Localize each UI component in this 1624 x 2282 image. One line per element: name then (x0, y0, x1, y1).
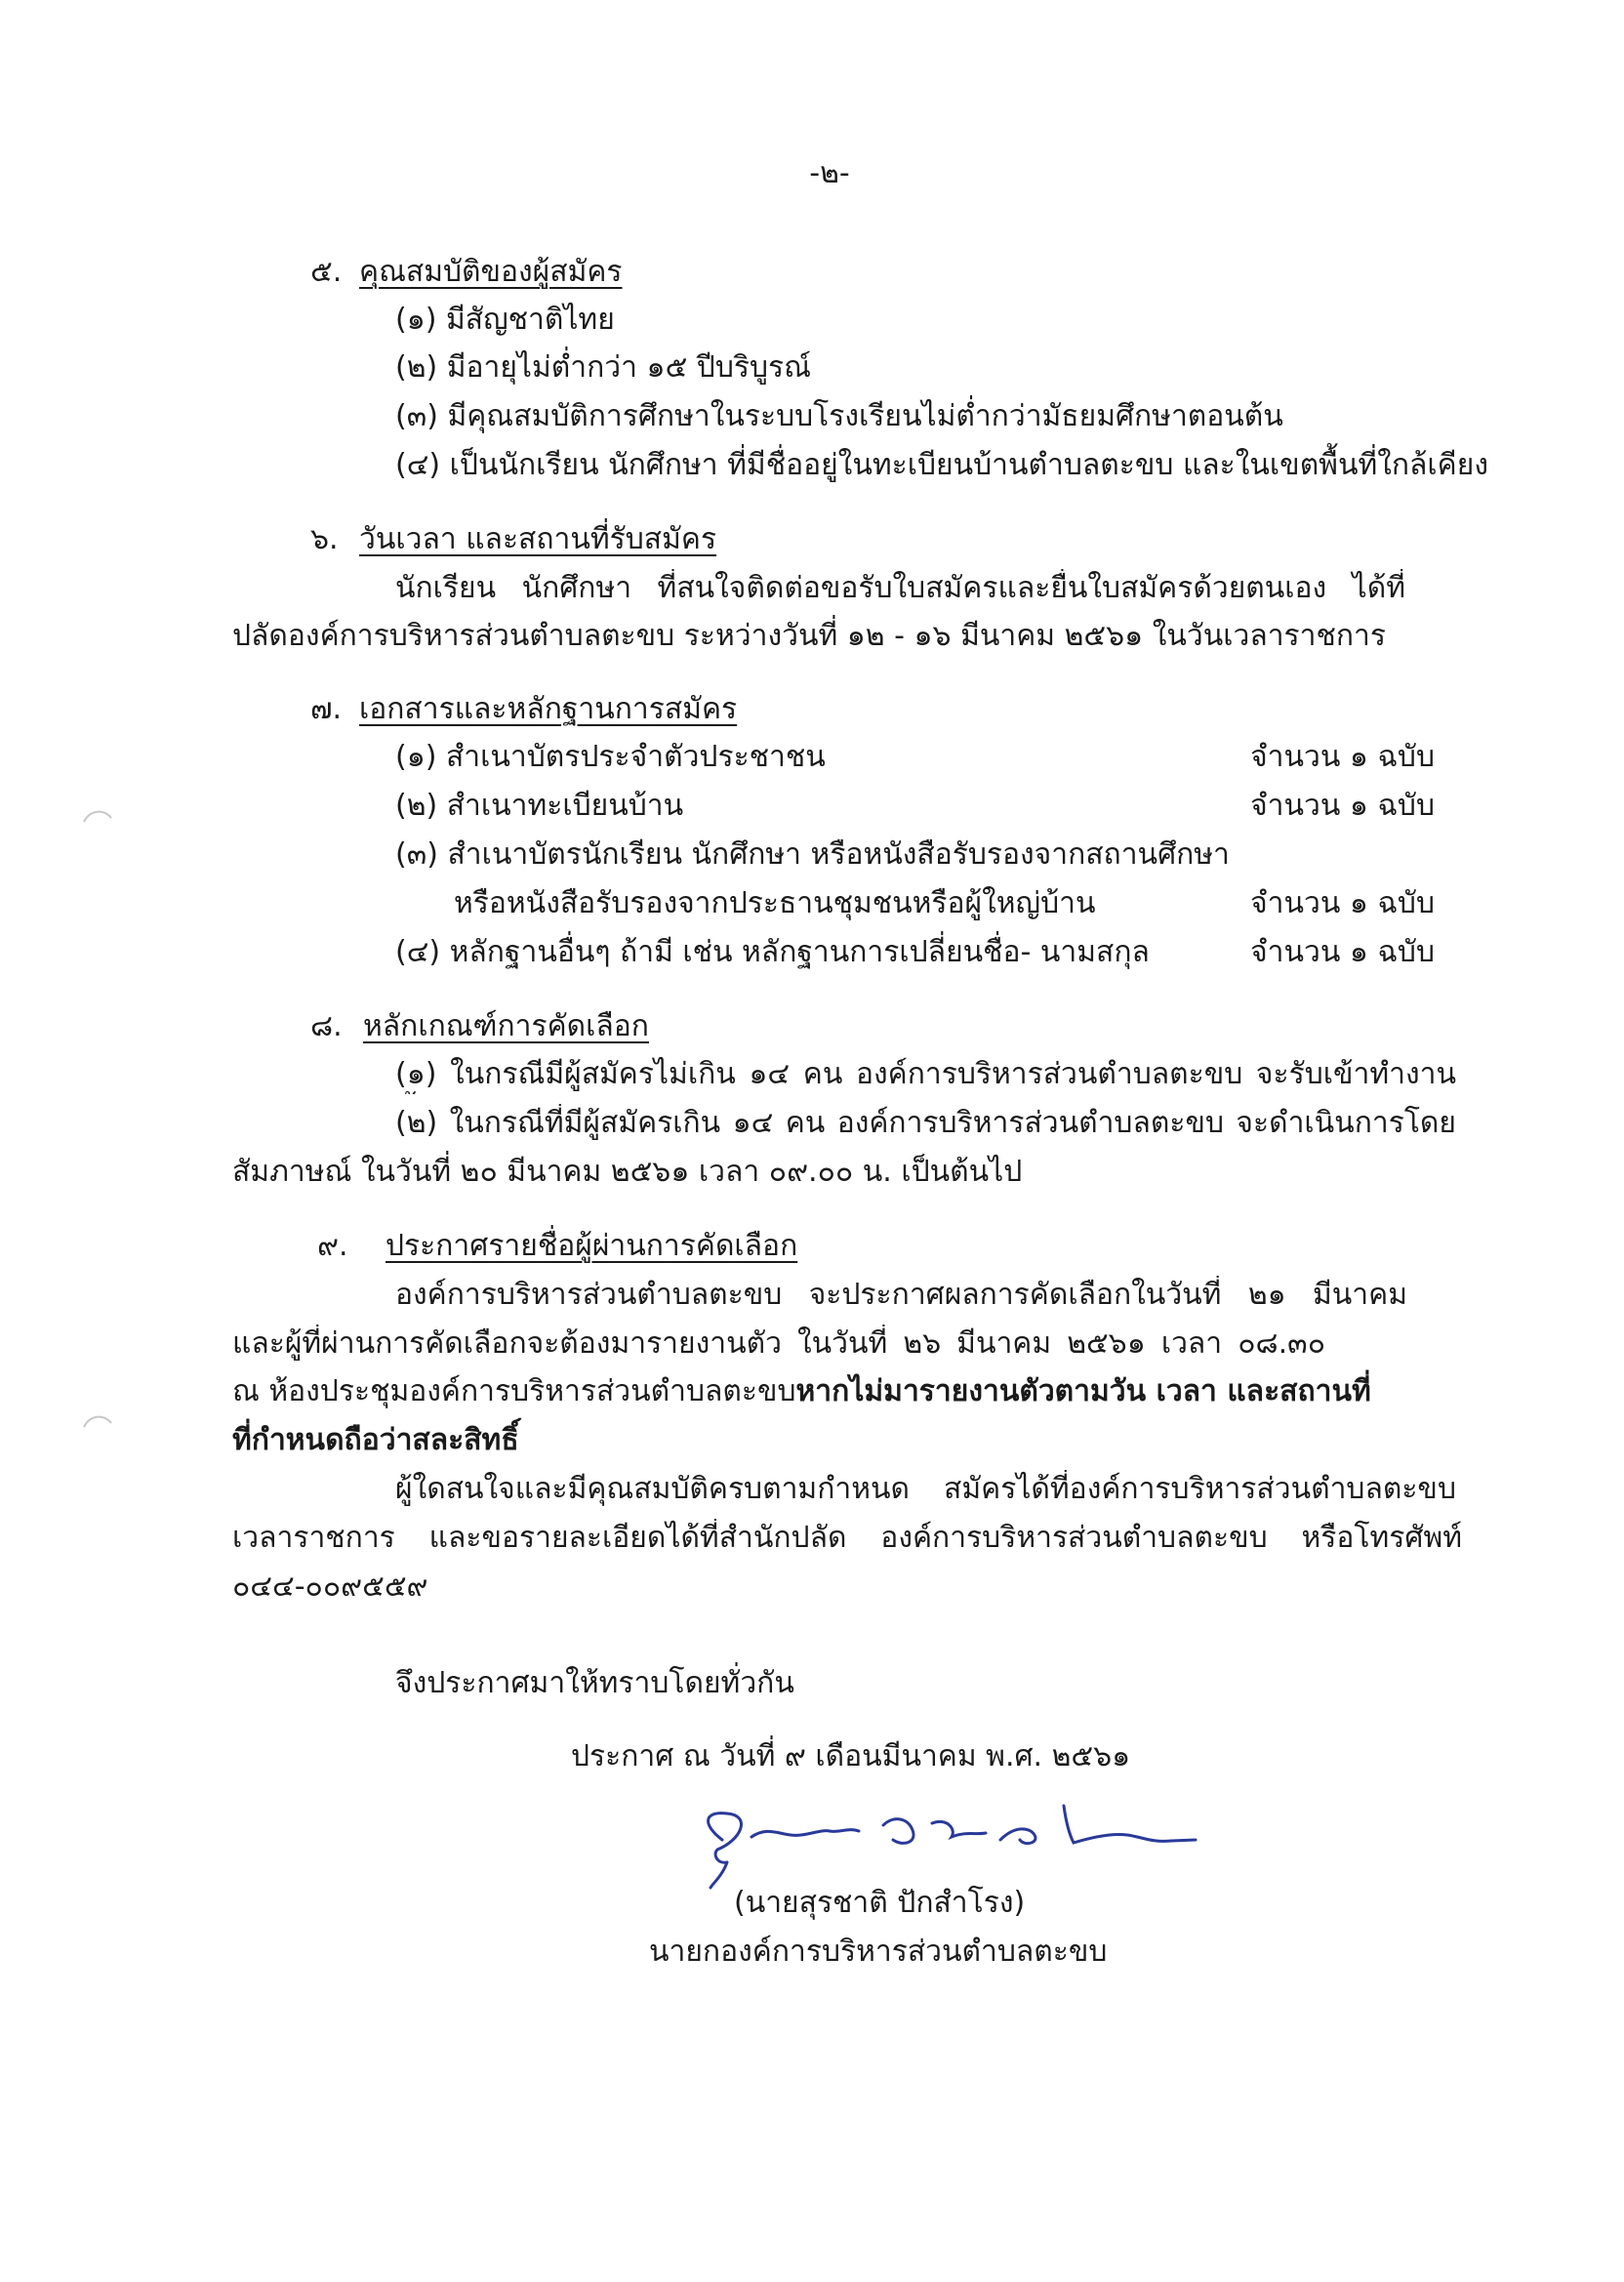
punch-hole-mark (78, 1406, 117, 1445)
punch-hole-mark (78, 800, 117, 839)
section-9-line-3-bold: หากไม่มารายงานตัวตามวัน เวลา และสถานที่ (795, 1374, 1371, 1408)
document-item-2-copies: จำนวน ๑ ฉบับ (1250, 789, 1435, 823)
signature (683, 1786, 1210, 1894)
section-7-heading: เอกสารและหลักฐานการสมัคร (359, 692, 738, 726)
section-6-line-1: นักเรียน นักศึกษา ที่สนใจติดต่อขอรับใบสมัครและยื่นใบสมัครด้วยตนเอง ได้ที่ (395, 571, 1405, 605)
section-9-line-5: ผู้ใดสนใจและมีคุณสมบัติครบตามกำหนด สมัครได้ที่องค์การบริหารส่วนตำบลตะขบ (395, 1472, 1456, 1506)
document-item-3-continued: หรือหนังสือรับรองจากประธานชุมชนหรือผู้ใหญ่บ้าน (454, 886, 1096, 920)
document-item-1: (๑) สำเนาบัตรประจำตัวประชาชน (395, 740, 826, 774)
page-number: -๒- (809, 156, 850, 190)
document-item-1-copies: จำนวน ๑ ฉบับ (1250, 740, 1435, 774)
section-8-line-1: (๑) ในกรณีมีผู้สมัครไม่เกิน ๑๔ คน องค์การบริหารส่วนตำบลตะขบ จะรับเข้าทำงาน (395, 1057, 1456, 1091)
section-9-number: ๙. (317, 1229, 348, 1263)
section-5-heading: คุณสมบัติของผู้สมัคร (359, 255, 623, 289)
section-5-item-1: (๑) มีสัญชาติไทย (395, 303, 615, 337)
section-6-heading: วันเวลา และสถานที่รับสมัคร (359, 522, 717, 556)
section-9-line-3-normal: ณ ห้องประชุมองค์การบริหารส่วนตำบลตะขบ (232, 1374, 796, 1408)
section-8-line-2: (๒) ในกรณีที่มีผู้สมัครเกิน ๑๔ คน องค์การบริหารส่วนตำบลตะขบ จะดำเนินการโดย (395, 1106, 1456, 1140)
document-item-4: (๔) หลักฐานอื่นๆ ถ้ามี เช่น หลักฐานการเปลี่ยนชื่อ- นามสกุล (395, 935, 1150, 969)
announcement-date: ประกาศ ณ วันที่ ๙ เดือนมีนาคม พ.ศ. ๒๕๖๑ (571, 1739, 1131, 1773)
section-9-line-4: ที่กำหนดถือว่าสละสิทธิ์ (232, 1423, 519, 1457)
signer-name: (นายสุรชาติ ปักสำโรง) (734, 1886, 1026, 1920)
signer-title: นายกองค์การบริหารส่วนตำบลตะขบ (649, 1935, 1108, 1969)
section-9-line-1: องค์การบริหารส่วนตำบลตะขบ จะประกาศผลการคัดเลือกในวันที่ ๒๑ มีนาคม (395, 1278, 1407, 1312)
section-9-line-7: ๐๔๔-๐๐๙๕๕๙ (232, 1569, 428, 1604)
section-5-item-4: (๔) เป็นนักเรียน นักศึกษา ที่มีชื่ออยู่ในทะเบียนบ้านตำบลตะขบ และในเขตพื้นที่ใกล้เคียง (395, 448, 1488, 482)
section-8-line-3: สัมภาษณ์ ในวันที่ ๒๐ มีนาคม ๒๕๖๑ เวลา ๐๙.๐๐ น. เป็นต้นไป (232, 1155, 1023, 1189)
section-6-number: ๖. (310, 522, 339, 556)
document-item-2: (๒) สำเนาทะเบียนบ้าน (395, 789, 684, 823)
section-9-heading: ประกาศรายชื่อผู้ผ่านการคัดเลือก (386, 1229, 798, 1263)
section-8-number: ๘. (310, 1009, 343, 1043)
document-item-3-copies: จำนวน ๑ ฉบับ (1250, 886, 1435, 920)
section-9-line-2: และผู้ที่ผ่านการคัดเลือกจะต้องมารายงานตัว ในวันที่ ๒๖ มีนาคม ๒๕๖๑ เวลา ๐๘.๓๐ (232, 1326, 1325, 1361)
section-8-heading: หลักเกณฑ์การคัดเลือก (363, 1009, 649, 1043)
section-5-item-2: (๒) มีอายุไม่ต่ำกว่า ๑๕ ปีบริบูรณ์ (395, 350, 811, 385)
section-5-number: ๕. (310, 255, 343, 289)
document-item-4-copies: จำนวน ๑ ฉบับ (1250, 935, 1435, 969)
section-7-number: ๗. (310, 692, 343, 726)
section-5-item-3: (๓) มีคุณสมบัติการศึกษาในระบบโรงเรียนไม่ต่ำกว่ามัธยมศึกษาตอนต้น (395, 399, 1283, 433)
closing-notice: จึงประกาศมาให้ทราบโดยทั่วกัน (395, 1666, 794, 1700)
document-item-3: (๓) สำเนาบัตรนักเรียน นักศึกษา หรือหนังสือรับรองจากสถานศึกษา (395, 837, 1230, 872)
section-9-line-6: เวลาราชการ และขอรายละเอียดได้ที่สำนักปลัด องค์การบริหารส่วนตำบลตะขบ หรือโทรศัพท์ (232, 1521, 1462, 1555)
section-6-line-2: ปลัดองค์การบริหารส่วนตำบลตะขบ ระหว่างวันที่ ๑๒ - ๑๖ มีนาคม ๒๕๖๑ ในวันเวลาราชการ (232, 619, 1386, 653)
section-9-line-3 (232, 1372, 1371, 1411)
